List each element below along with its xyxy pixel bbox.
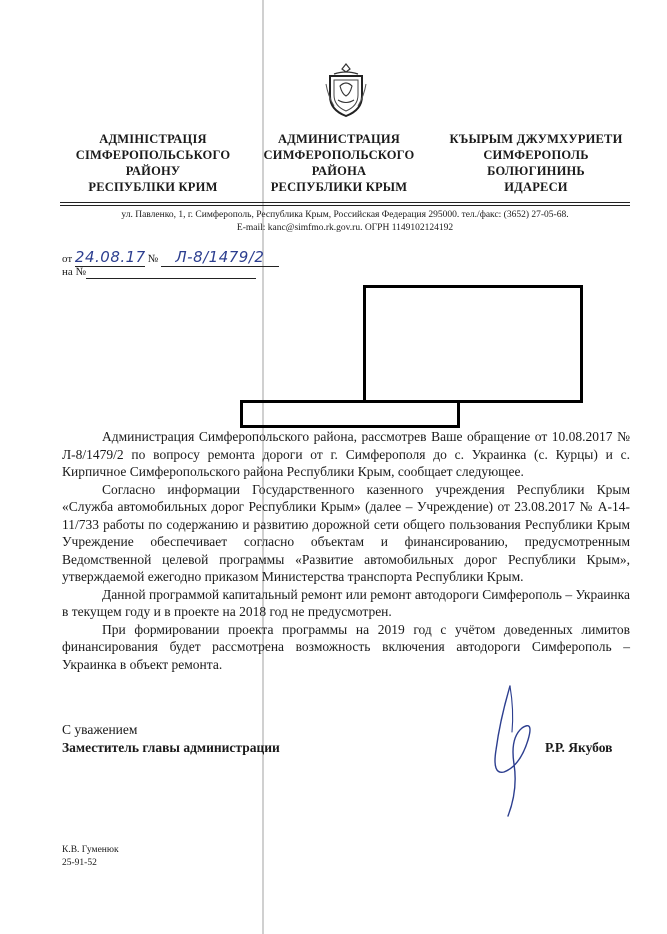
header-line: СИМФЕРОПОЛЬ xyxy=(483,148,589,162)
header-rule-thin xyxy=(60,205,630,206)
header-line: ИДАРЕСИ xyxy=(504,180,568,194)
header-line: РАЙОНА xyxy=(311,164,367,178)
header-line: РАЙОНУ xyxy=(125,164,181,178)
body-paragraph: Данной программой капитальный ремонт или ремонт автодороги Симферополь – Украинка в текущем году и в проекте на 2018 год не предусмотрен. xyxy=(62,586,630,619)
executor-phone: 25-91-52 xyxy=(62,858,97,868)
letter-body xyxy=(62,428,630,673)
outgoing-date: 24.08.17 xyxy=(74,248,146,266)
redacted-addressee-line xyxy=(240,400,460,428)
body-paragraph: Администрация Симферопольского района, рассмотрев Ваше обращение от 10.08.2017 № Л-8/1479/2 по вопросу ремонта дороги от г. Симферополя до с. Украинка (с. Курцы) и с. Кирпичное Симферопольского района Республики Крым, сообщает следующее. xyxy=(62,429,630,479)
coat-of-arms-emblem xyxy=(324,62,368,118)
header-line: РЕСПУБЛИКИ КРЫМ xyxy=(270,180,408,194)
signatory-position: Заместитель главы администрации xyxy=(62,740,280,755)
handwritten-signature xyxy=(470,680,560,820)
header-line: КЪЫРЫМ ДЖУМХУРИЕТИ xyxy=(449,132,623,146)
regards-text: С уважением xyxy=(62,722,138,737)
header-russian xyxy=(244,131,434,195)
header-line: СІМФЕРОПОЛЬСЬКОГО xyxy=(75,148,231,162)
body-paragraph: При формировании проекта программы на 2019 год с учётом доведенных лимитов финансирования будет рассмотрена возможность включения автодороги Симферополь – Украинка в объект ремонта. xyxy=(62,621,630,672)
header-ukrainian xyxy=(58,131,248,195)
email-line: E-mail: kanc@simfmo.rk.gov.ru. ОГРН 1149102124192 xyxy=(236,223,454,233)
header-line: АДМІНІСТРАЦІЯ xyxy=(99,132,207,146)
header-line: АДМИНИСТРАЦИЯ xyxy=(277,132,401,146)
number-label: № xyxy=(147,253,159,265)
header-crimean-tatar xyxy=(436,131,636,195)
address-line: ул. Павленко, 1, г. Симферополь, Республика Крым, Российская Федерация 295000. тел./факс: (3652) 27-05-68. xyxy=(121,210,569,220)
from-label: от xyxy=(62,253,73,265)
executor-name: К.В. Гуменюк xyxy=(62,845,119,855)
header-line: СИМФЕРОПОЛЬСКОГО xyxy=(263,148,415,162)
header-rule-thick xyxy=(60,202,630,203)
header-line: БОЛЮГИНИНЬ xyxy=(487,164,585,178)
reply-label: на № xyxy=(62,266,87,278)
reply-to-line xyxy=(62,266,256,279)
outgoing-registration xyxy=(62,248,279,267)
signatory-name: Р.Р. Якубов xyxy=(545,740,613,755)
body-paragraph: Согласно информации Государственного казенного учреждения Республики Крым «Служба автомобильных дорог Республики Крым» (далее – Учреждение) от 23.08.2017 № А-14-11/733 работы по содержанию и развитию дорожной сети общего пользования Республики Крым Учреждение обеспечивает согласно объектам и финансированию, предусмотренным Ведомственной целевой программы «Развитие автомобильных дорог Республики Крым», утверждаемой ежегодно приказом Министерства транспорта Республики Крым. xyxy=(62,481,630,584)
header-line: РЕСПУБЛІКИ КРИМ xyxy=(88,180,218,194)
outgoing-number: Л-8/1479/2 xyxy=(175,248,265,266)
redacted-addressee-box xyxy=(363,285,583,403)
